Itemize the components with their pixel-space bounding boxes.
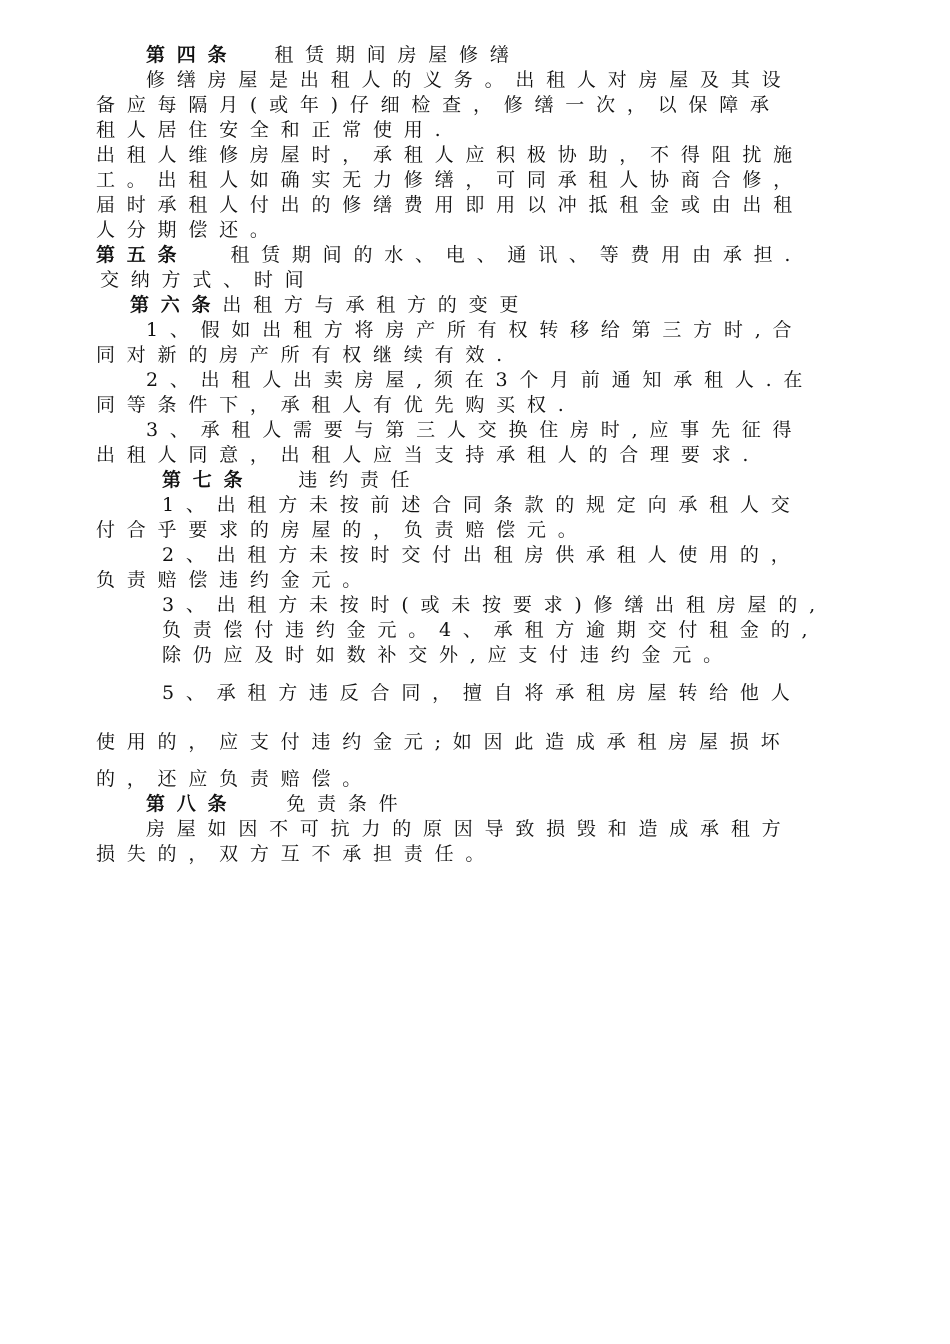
article-7-heading: 第七条: [162, 469, 255, 491]
paragraph-line: 付合乎要求的房屋的，负责赔偿元。: [96, 519, 589, 541]
paragraph-line: 损失的，双方互不承担责任。: [96, 843, 497, 865]
paragraph-line: 出租人维修房屋时，承租人应积极协助，不得阻扰施: [96, 144, 804, 166]
paragraph-line: 届时承租人付出的修缮费用即用以冲抵租金或由出租: [96, 194, 804, 216]
paragraph-line: 修缮房屋是出租人的义务。出租人对房屋及其设: [146, 69, 793, 91]
article-5-text: 租赁期间的水、电、通讯、等费用由承担.: [230, 244, 803, 266]
paragraph-line: 除仍应及时如数补交外,应支付违约金元。: [162, 644, 734, 666]
paragraph-line: 负责赔偿违约金元。: [96, 569, 374, 591]
article-7-header: [162, 467, 421, 493]
article-4-heading: 第四条: [146, 44, 239, 66]
paragraph-line: 使用的，应支付违约金元;如因此造成承租房屋损坏: [96, 731, 792, 753]
article-8-heading: 第八条: [146, 793, 239, 815]
paragraph-line: 3、承租人需要与第三人交换住房时,应事先征得: [146, 419, 804, 441]
paragraph-line: 租人居住安全和正常使用.: [96, 119, 453, 141]
article-4-title: 租赁期间房屋修缮: [274, 44, 521, 66]
paragraph-line: 1、出租方未按前述合同条款的规定向承租人交: [162, 494, 802, 516]
paragraph-line: 房屋如因不可抗力的原因导致损毁和造成承租方: [146, 818, 793, 840]
paragraph-line: 1、假如出租方将房产所有权转移给第三方时,合: [146, 319, 804, 341]
article-8-header: [146, 791, 409, 817]
paragraph-line: 2、出租方未按时交付出租房供承租人使用的，: [162, 544, 802, 566]
article-7-title: 违约责任: [298, 469, 422, 491]
article-4-header: [146, 42, 521, 68]
article-6-header: [130, 292, 530, 318]
paragraph-line: 3、出租方未按时(或未按要求)修缮出租房屋的,: [162, 594, 827, 616]
paragraph-line: 负责偿付违约金元。4、承租方逾期交付租金的,: [162, 619, 820, 641]
paragraph-line: 的，还应负责赔偿。: [96, 768, 374, 790]
paragraph-line: 人分期偿还。: [96, 219, 281, 241]
article-6-title: 出租方与承租方的变更: [222, 294, 531, 316]
article-5-header: [96, 242, 802, 268]
paragraph-line: 5、承租方违反合同，擅自将承租房屋转给他人: [162, 682, 802, 704]
article-5-heading: 第五条: [96, 244, 189, 266]
paragraph-line: 同等条件下，承租人有优先购买权.: [96, 394, 576, 416]
paragraph-line: 同对新的房产所有权继续有效.: [96, 344, 514, 366]
article-8-title: 免责条件: [286, 793, 410, 815]
paragraph-line: 工。出租人如确实无力修缮，可同承租人协商合修，: [96, 169, 804, 191]
article-6-heading: 第六条: [130, 294, 223, 316]
paragraph-line: 出租人同意，出租人应当支持承租人的合理要求.: [96, 444, 761, 466]
paragraph-line: 备应每隔月(或年)仔细检查，修缮一次，以保障承: [96, 94, 781, 116]
paragraph-line: 交纳方式、时间: [100, 269, 316, 291]
paragraph-line: 2、出租人出卖房屋,须在3个月前通知承租人.在: [146, 369, 815, 391]
